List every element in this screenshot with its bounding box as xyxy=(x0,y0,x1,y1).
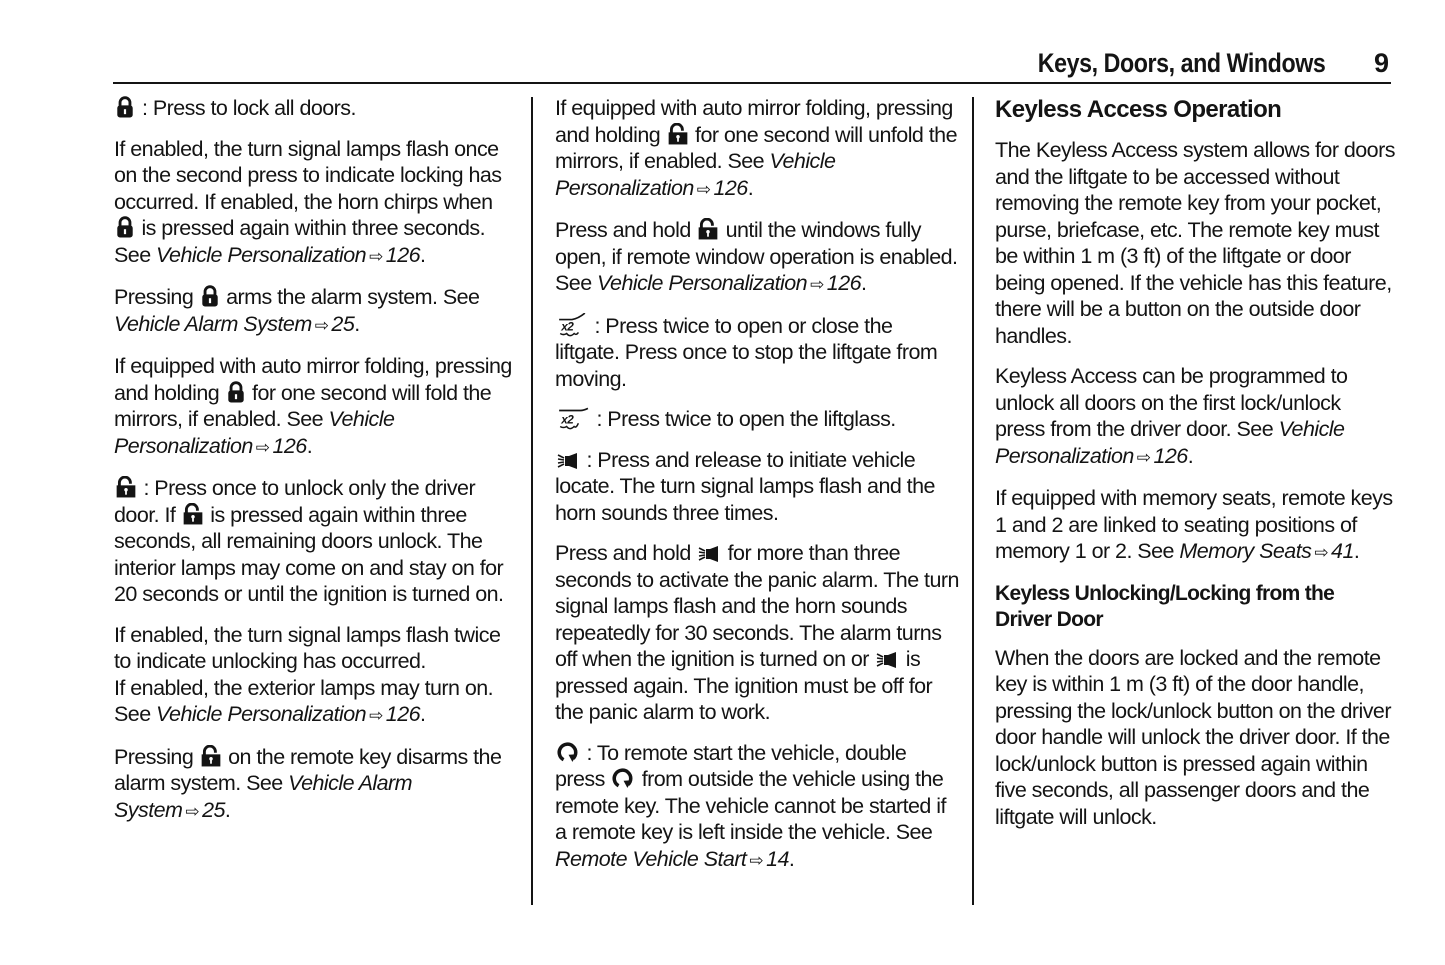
page-reference[interactable]: 25 xyxy=(202,797,225,822)
paragraph-liftglass: : Press twice to open the liftglass. xyxy=(555,406,960,433)
cross-reference-link[interactable]: Vehicle Personalization xyxy=(156,702,367,726)
page-reference[interactable]: 14 xyxy=(766,846,789,871)
paragraph: If equipped with auto mirror folding, pressing and holding for one second will fold the mirrors, if enabled. See Vehicle Personalization ⇨ 126. xyxy=(114,354,512,458)
paragraph: If equipped with memory seats, remote keys 1 and 2 are linked to seating positions of memory 1 or 2. See Memory Seats ⇨ 41. xyxy=(995,486,1393,563)
lock-icon xyxy=(201,285,219,307)
remote-start-icon xyxy=(557,741,579,763)
page-reference[interactable]: 41 xyxy=(1331,539,1354,563)
paragraph: If enabled, the turn signal lamps flash once on the second press to indicate locking has occurred. If enabled, the horn chirps when is pressed again within three seconds. See Vehicle Personalization ⇨ 126. xyxy=(114,136,502,267)
see-arrow-icon: ⇨ xyxy=(749,850,764,870)
section-heading: Keyless Access Operation xyxy=(995,96,1282,123)
see-arrow-icon: ⇨ xyxy=(314,315,329,335)
paragraph-vehicle-locate: : Press and release to initiate vehicle locate. The turn signal lamps flash and the horn sounds three times. xyxy=(555,447,935,525)
column-3 xyxy=(995,95,1395,844)
unlock-icon xyxy=(183,503,203,525)
page-header xyxy=(113,44,1391,84)
column-1 xyxy=(114,95,519,839)
paragraph-unlock: : Press once to unlock only the driver door. If is pressed again within three seconds, all remaining doors unlock. The interior lamps may come on and stay on for 20 seconds or until the ignition is turned on. xyxy=(114,476,504,606)
see-arrow-icon: ⇨ xyxy=(255,437,270,457)
paragraph: If equipped with auto mirror folding, pressing and holding for one second will unfold the mirrors, if enabled. See Vehicle Personalization ⇨ 126. xyxy=(555,96,957,200)
paragraph: If enabled, the turn signal lamps flash twice to indicate unlocking has occurred. If enabled, the exterior lamps may turn on. See Vehicle Personalization ⇨ 126. xyxy=(114,622,501,726)
page-number: 9 xyxy=(1373,48,1389,78)
paragraph: When the doors are locked and the remote key is within 1 m (3 ft) of the door handle, pressing the lock/unlock button on the driver door handle will unlock the driver door. If the lock/unlock button is pressed again within five seconds, all passenger doors and the liftgate will unlock. xyxy=(995,645,1391,829)
vehicle-locate-horn-icon xyxy=(876,651,898,669)
paragraph-remote-start: : To remote start the vehicle, double press from outside the vehicle using the remote key. The vehicle cannot be started if a remote key is left inside the vehicle. See Remote Vehicle Start ⇨ 14. xyxy=(555,740,946,871)
paragraph-lock: : Press to lock all doors. xyxy=(114,95,519,122)
subsection-heading: Keyless Unlocking/Locking from the Driver Door xyxy=(995,581,1335,631)
liftglass-x2-icon xyxy=(557,406,589,432)
page-reference[interactable]: 25 xyxy=(331,311,355,336)
section-title: Keys, Doors, and Windows xyxy=(1037,48,1325,78)
page-reference[interactable]: 126 xyxy=(385,242,421,267)
column-divider xyxy=(972,97,974,905)
paragraph: Press and hold until the windows fully open, if remote window operation is enabled. See Vehicle Personalization ⇨ 126. xyxy=(555,218,958,295)
page-reference[interactable]: 126 xyxy=(1153,443,1188,468)
page-reference[interactable]: 126 xyxy=(385,702,421,726)
cross-reference-link[interactable]: Vehicle Alarm System xyxy=(114,771,413,822)
paragraph-panic: Press and hold for more than three seconds to activate the panic alarm. The turn signal lamps flash and the horn sounds repeatedly for 30 seconds. The alarm turns off when the ignition is turned on or is pressed again. The ignition must be off for the panic alarm to work. xyxy=(555,541,959,724)
cross-reference-link[interactable]: Vehicle Personalization xyxy=(114,407,395,458)
paragraph: Keyless Access can be programmed to unlock all doors on the first lock/unlock press from the driver door. See Vehicle Personalization ⇨ 126. xyxy=(995,364,1348,468)
paragraph: The Keyless Access system allows for doors and the liftgate to be accessed without removing the remote key from your pocket, purse, briefcase, etc. The remote key must be within 1 m (3 ft) of the liftgate or door being opened. If the vehicle has this feature, there will be a button on the outside door handles. xyxy=(995,138,1395,348)
cross-reference-link[interactable]: Vehicle Personalization xyxy=(156,242,367,267)
vehicle-locate-horn-icon xyxy=(557,452,579,470)
cross-reference-link[interactable]: Memory Seats xyxy=(1179,539,1312,563)
cross-reference-link[interactable]: Vehicle Personalization xyxy=(995,417,1345,468)
see-arrow-icon: ⇨ xyxy=(810,275,824,294)
lock-icon xyxy=(116,216,134,238)
see-arrow-icon: ⇨ xyxy=(185,801,200,821)
column-2 xyxy=(555,95,960,888)
see-arrow-icon: ⇨ xyxy=(369,246,383,266)
remote-start-icon xyxy=(612,767,634,789)
cross-reference-link[interactable]: Vehicle Personalization xyxy=(597,271,808,295)
see-arrow-icon: ⇨ xyxy=(1136,447,1151,467)
unlock-icon xyxy=(116,476,136,498)
unlock-icon xyxy=(668,123,688,145)
liftgate-x2-icon xyxy=(557,313,587,339)
see-arrow-icon: ⇨ xyxy=(1314,543,1329,562)
cross-reference-link[interactable]: Vehicle Alarm System xyxy=(114,311,312,336)
paragraph-liftgate: : Press twice to open or close the liftgate. Press once to stop the liftgate from moving. xyxy=(555,313,938,391)
paragraph: Pressing on the remote key disarms the alarm system. See Vehicle Alarm System ⇨ 25. xyxy=(114,744,502,822)
unlock-icon xyxy=(698,218,718,240)
unlock-icon xyxy=(201,745,221,767)
see-arrow-icon: ⇨ xyxy=(696,179,711,199)
cross-reference-link[interactable]: Vehicle Personalization xyxy=(555,149,836,200)
column-divider xyxy=(531,97,533,905)
see-arrow-icon: ⇨ xyxy=(369,706,383,725)
paragraph: Pressing arms the alarm system. See Vehicle Alarm System ⇨ 25. xyxy=(114,285,480,336)
lock-icon xyxy=(116,96,134,118)
page-reference[interactable]: 126 xyxy=(713,175,748,200)
vehicle-locate-horn-icon xyxy=(698,545,720,563)
page-reference[interactable]: 126 xyxy=(272,433,307,458)
lock-icon xyxy=(227,381,245,403)
cross-reference-link[interactable]: Remote Vehicle Start xyxy=(555,846,747,871)
page-reference[interactable]: 126 xyxy=(826,271,862,295)
